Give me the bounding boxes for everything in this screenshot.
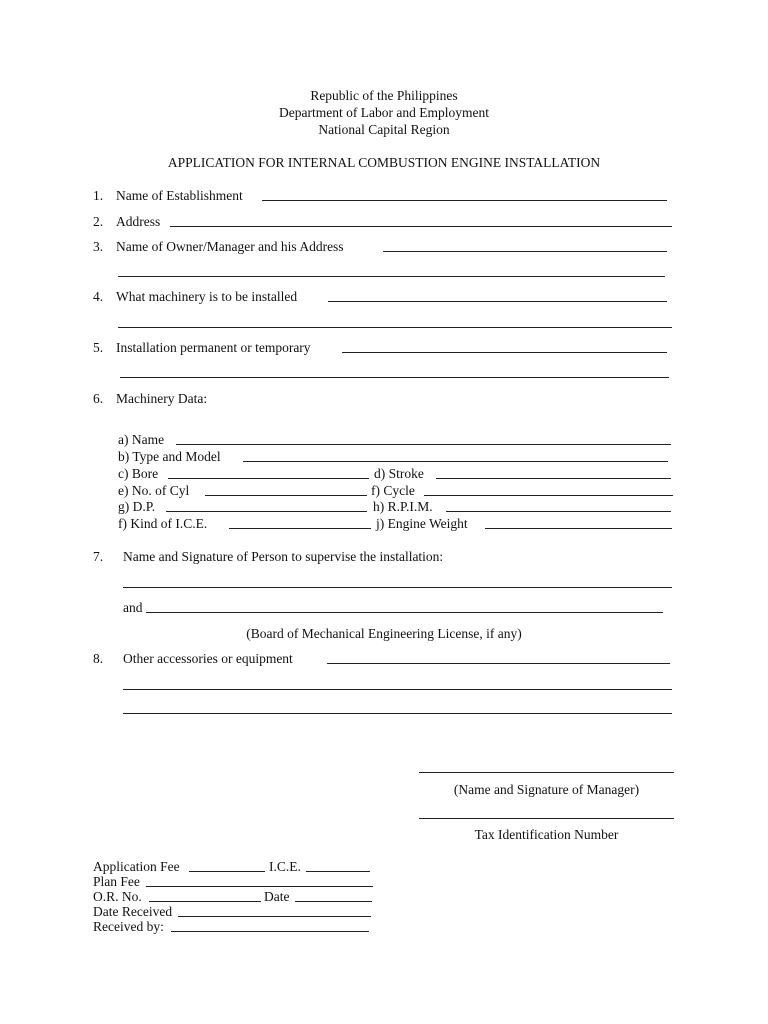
tin-caption: Tax Identification Number [474, 827, 619, 842]
license-note: (Board of Mechanical Engineering License, if any) [246, 626, 522, 641]
item-number: 1. [93, 188, 104, 203]
item-number: 3. [93, 239, 104, 254]
item-number: 5. [93, 340, 104, 355]
kind-ice-field[interactable] [229, 528, 371, 529]
item-label: Other accessories or equipment [123, 651, 293, 666]
item-7 [93, 549, 444, 565]
stroke-field[interactable] [436, 478, 671, 479]
item-1 [93, 188, 243, 204]
supervisor-name-field-2[interactable] [146, 612, 663, 613]
dp-field[interactable] [166, 511, 367, 512]
item-label: Installation permanent or temporary [116, 340, 311, 355]
manager-signature-line[interactable] [419, 772, 674, 773]
application-fee-label: Application Fee [93, 859, 180, 874]
rpim-label: h) R.P.I.M. [373, 499, 433, 514]
accessories-field[interactable] [327, 663, 670, 664]
item-label: What machinery is to be installed [116, 289, 298, 304]
item-label: Name of Establishment [116, 188, 243, 203]
header-republic: Republic of the Philippines [310, 88, 458, 103]
rpim-field[interactable] [446, 511, 671, 512]
application-fee-field[interactable] [189, 871, 265, 872]
installation-type-field-2[interactable] [120, 377, 669, 378]
item-number: 4. [93, 289, 104, 304]
cylinders-label: e) No. of Cyl [118, 483, 190, 498]
cycle-field[interactable] [424, 495, 673, 496]
ice-field[interactable] [306, 871, 370, 872]
dp-label: g) D.P. [118, 499, 156, 514]
item-number: 8. [93, 651, 104, 666]
header-region: National Capital Region [318, 122, 450, 137]
plan-fee-label: Plan Fee [93, 874, 140, 889]
item-2 [93, 214, 161, 230]
item-label: Name and Signature of Person to supervise the installation: [123, 549, 444, 564]
cycle-label: f) Cycle [371, 483, 415, 498]
bore-label: c) Bore [118, 466, 159, 481]
and-label: and [123, 600, 143, 615]
machinery-installed-field[interactable] [328, 301, 667, 302]
address-field[interactable] [170, 226, 672, 227]
item-label: Name of Owner/Manager and his Address [116, 239, 344, 254]
owner-address-field[interactable] [118, 276, 665, 277]
item-number: 6. [93, 391, 104, 406]
machinery-name-label: a) Name [118, 432, 165, 447]
item-label: Address [116, 214, 161, 229]
item-label: Machinery Data: [116, 391, 208, 406]
date-received-label: Date Received [93, 904, 173, 919]
owner-manager-field[interactable] [383, 251, 667, 252]
manager-signature-caption: (Name and Signature of Manager) [453, 782, 640, 797]
bore-field[interactable] [168, 478, 369, 479]
cylinders-field[interactable] [205, 495, 367, 496]
date-label: Date [264, 889, 290, 904]
item-3 [93, 239, 344, 255]
item-5 [93, 340, 311, 356]
item-number: 2. [93, 214, 104, 229]
received-by-label: Received by: [93, 919, 164, 934]
item-number: 7. [93, 549, 104, 564]
establishment-name-field[interactable] [262, 200, 667, 201]
plan-fee-field[interactable] [146, 886, 373, 887]
or-no-field[interactable] [149, 901, 261, 902]
ice-label: I.C.E. [269, 859, 301, 874]
date-received-field[interactable] [178, 916, 371, 917]
item-6 [93, 391, 208, 407]
machinery-name-field[interactable] [176, 444, 671, 445]
installation-type-field[interactable] [342, 352, 667, 353]
engine-weight-label: j) Engine Weight [376, 516, 468, 531]
type-model-label: b) Type and Model [118, 449, 221, 464]
received-by-field[interactable] [171, 931, 369, 932]
item-4 [93, 289, 298, 305]
kind-ice-label: f) Kind of I.C.E. [118, 516, 208, 531]
type-model-field[interactable] [243, 461, 668, 462]
accessories-field-3[interactable] [123, 713, 672, 714]
accessories-field-2[interactable] [123, 689, 672, 690]
supervisor-name-field[interactable] [123, 587, 672, 588]
header-department: Department of Labor and Employment [279, 105, 489, 120]
or-no-label: O.R. No. [93, 889, 142, 904]
engine-weight-field[interactable] [485, 528, 672, 529]
tin-line[interactable] [419, 818, 674, 819]
stroke-label: d) Stroke [374, 466, 424, 481]
date-field[interactable] [295, 901, 372, 902]
item-8 [93, 651, 293, 667]
machinery-installed-field-2[interactable] [118, 327, 672, 328]
form-title: APPLICATION FOR INTERNAL COMBUSTION ENGINE INSTALLATION [167, 155, 601, 170]
